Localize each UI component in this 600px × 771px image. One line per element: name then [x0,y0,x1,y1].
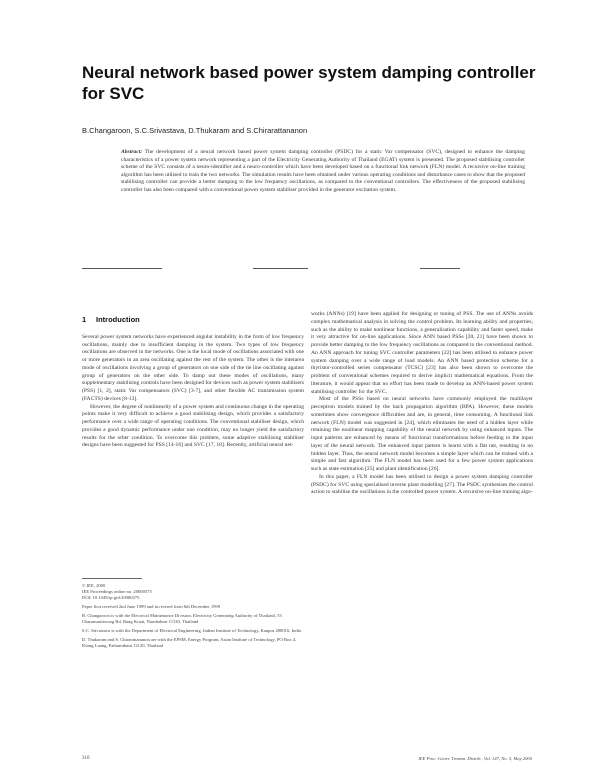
footnote-online-no: IEE Proceedings online no. 20000375 [82,589,152,594]
left-column [82,316,304,450]
journal-citation: IEE Proc.-Gener. Transm. Distrib., Vol. 147, No. 5, May 2000 [418,756,532,761]
body-paragraph: In this paper, a FLN model has been utilised to design a power system damping controller (PSDC) for SVC using specialised inverse plant modelling [27]. The PSDC synthesises the control action to stabilise the oscillations in the controlled power system. A recursive on-line training algo- [311,473,533,496]
author-list: B.Changaroon, S.C.Srivastava, D.Thukaram and S.Chirarattananon [82,126,308,135]
footnote-affiliation: B. Changaroon is with the Electrical Maintenance Division, Electricity Generating Authority of Thailand, 53 Charansanitwong Rd, Bang Kruai, Nonthaburi 11130, Thailand [82,613,282,624]
section-number: 1 [82,315,87,324]
body-paragraph: However, the degree of nonlinearity of a power system and continuous change in the operating points make it very difficult to achieve a good stabilising design, which provides a satisfactory performance over a wide range of operating conditions. The conventional stabiliser design, which provides a good dynamic performance under one condition, may no longer yield the satisfactory results for the other condition. To overcome this problem, some adaptive stabilising stabiliser designs have been suggested for PSS [14-16] and SVC [17, 18]. Recently, artificial neural net- [82,403,304,449]
abstract-text: The development of a neural network based power system damping controller (PSDC) for a static Var compensator (SVC), designed to enhance the damping characteristics of a power system network representing a part of the Electricity Generating Authority of Thailand (EGAT) system is presented. The proposed stabilising controller scheme of the SVC consists of a neuro-identifier and a neuro-controller which have been developed based on a functional link network (FLN) model. A recursive on-line training algorithm has been utilised to train the two networks. The simulation results have been obtained under various operating conditions and disturbance cases to show that the proposed stabilising controller can provide a better damping to the low frequency oscillations, as compared to the conventional controllers. The effectiveness of the proposed stabilising controller has also been compared with a conventional power system stabiliser provided in the generator excitation system. [121,149,525,193]
separator-rule-left [82,268,162,269]
footnote-doi: DOI: 10.1049/ip-gtd:20000375 [82,595,140,600]
footnote-received: Paper first received 2nd June 1999 and in revised form 6th December 1999 [82,604,221,609]
footnote-copyright: © IEE, 2000 [82,583,106,588]
abstract [121,149,525,195]
page-number: 310 [82,756,90,761]
body-paragraph: works (ANNs) [19] have been applied for designing or tuning of PSS. The use of ANNs avoids complex mathematical analysis in solving the control problem. Its learning ability and properties, such as the ability to make nonlinear functions, a generalisation capability and faster speed, make it very attractive for on-line applications. Since ANN based PSSs [20, 21] have been shown to provide better damping to the low frequency oscillations as compared to the conventional method. An ANN approach for tuning SVC controller parameters [22] has been utilised to enhance power system damping over a wide range of load models. An ANN based protection scheme for a thyristor-controlled series compensator (TCSC) [23] has also been shown to overcome the problem of conventional schemes required to derive implicit mathematical equations. From the literature, it would appear that no effort has been made to develop an ANN-based power system stabilising controller for the SVC. [311,311,533,395]
right-column [311,311,533,497]
footnote-affiliation: S.C. Srivastava is with the Department of Electrical Engineering, Indian Institute of Technology, Kanpur 208016, India [82,628,301,633]
footnotes [82,578,304,652]
body-paragraph: Most of the PSSs based on neural networks have commonly employed the multilayer perceptron models trained by the back propagation algorithm (BPA). However, these models sometimes show convergence difficulties and are, in general, time consuming. A functional link network (FLN) model was suggested in [24], which eliminates the need of a hidden layer while retaining the nonlinear mapping capability of the neural network by using enhanced inputs. The input patterns are enhanced by means of functional transformations before feeding to the input layer of the neural network. The enhanced input pattern is learnt with a flat net, resulting in no hidden layer. Thus, the neural network model becomes a simple layer which can be trained with a simple and fast algorithm. The FLN model has been used for a few power system applications such as state estimation [25] and plant identification [26]. [311,396,533,472]
section-heading [82,316,304,324]
footnote-rule [82,578,142,579]
footnote-affiliation: D. Thukaram and S. Chirarattananon are with the EPSM, Energy Program, Asian Institute of Technology, PO Box 4, Klong Luang, Pathumthani 12120, Thailand [82,637,297,648]
separator-rule-right [420,268,460,269]
body-paragraph: Several power system networks have experienced angular instability in the form of low frequency oscillations, mainly due to insufficient damping in the system. Two types of low frequency oscillations are observed in the networks. One is the local mode of oscillations associated with one or more generators in an area oscillating against the rest of the system. The other is the interarea mode of oscillations involving a group of generators on one side of the tie line oscillating against group of generators on the other side. To damp out these modes of oscillations, many supplementary stabilising controls have been designed for devices such as power system stabilisers (PSS) [1, 2], static Var compensators (SVC) [3-7], and other flexible AC transmission system (FACTS) devices [8-13]. [82,333,304,402]
section-title: Introduction [96,315,140,324]
abstract-label: Abstract: [121,149,143,155]
paper-title: Neural network based power system damping controller for SVC [82,63,536,103]
separator-rule-middle [253,268,308,269]
